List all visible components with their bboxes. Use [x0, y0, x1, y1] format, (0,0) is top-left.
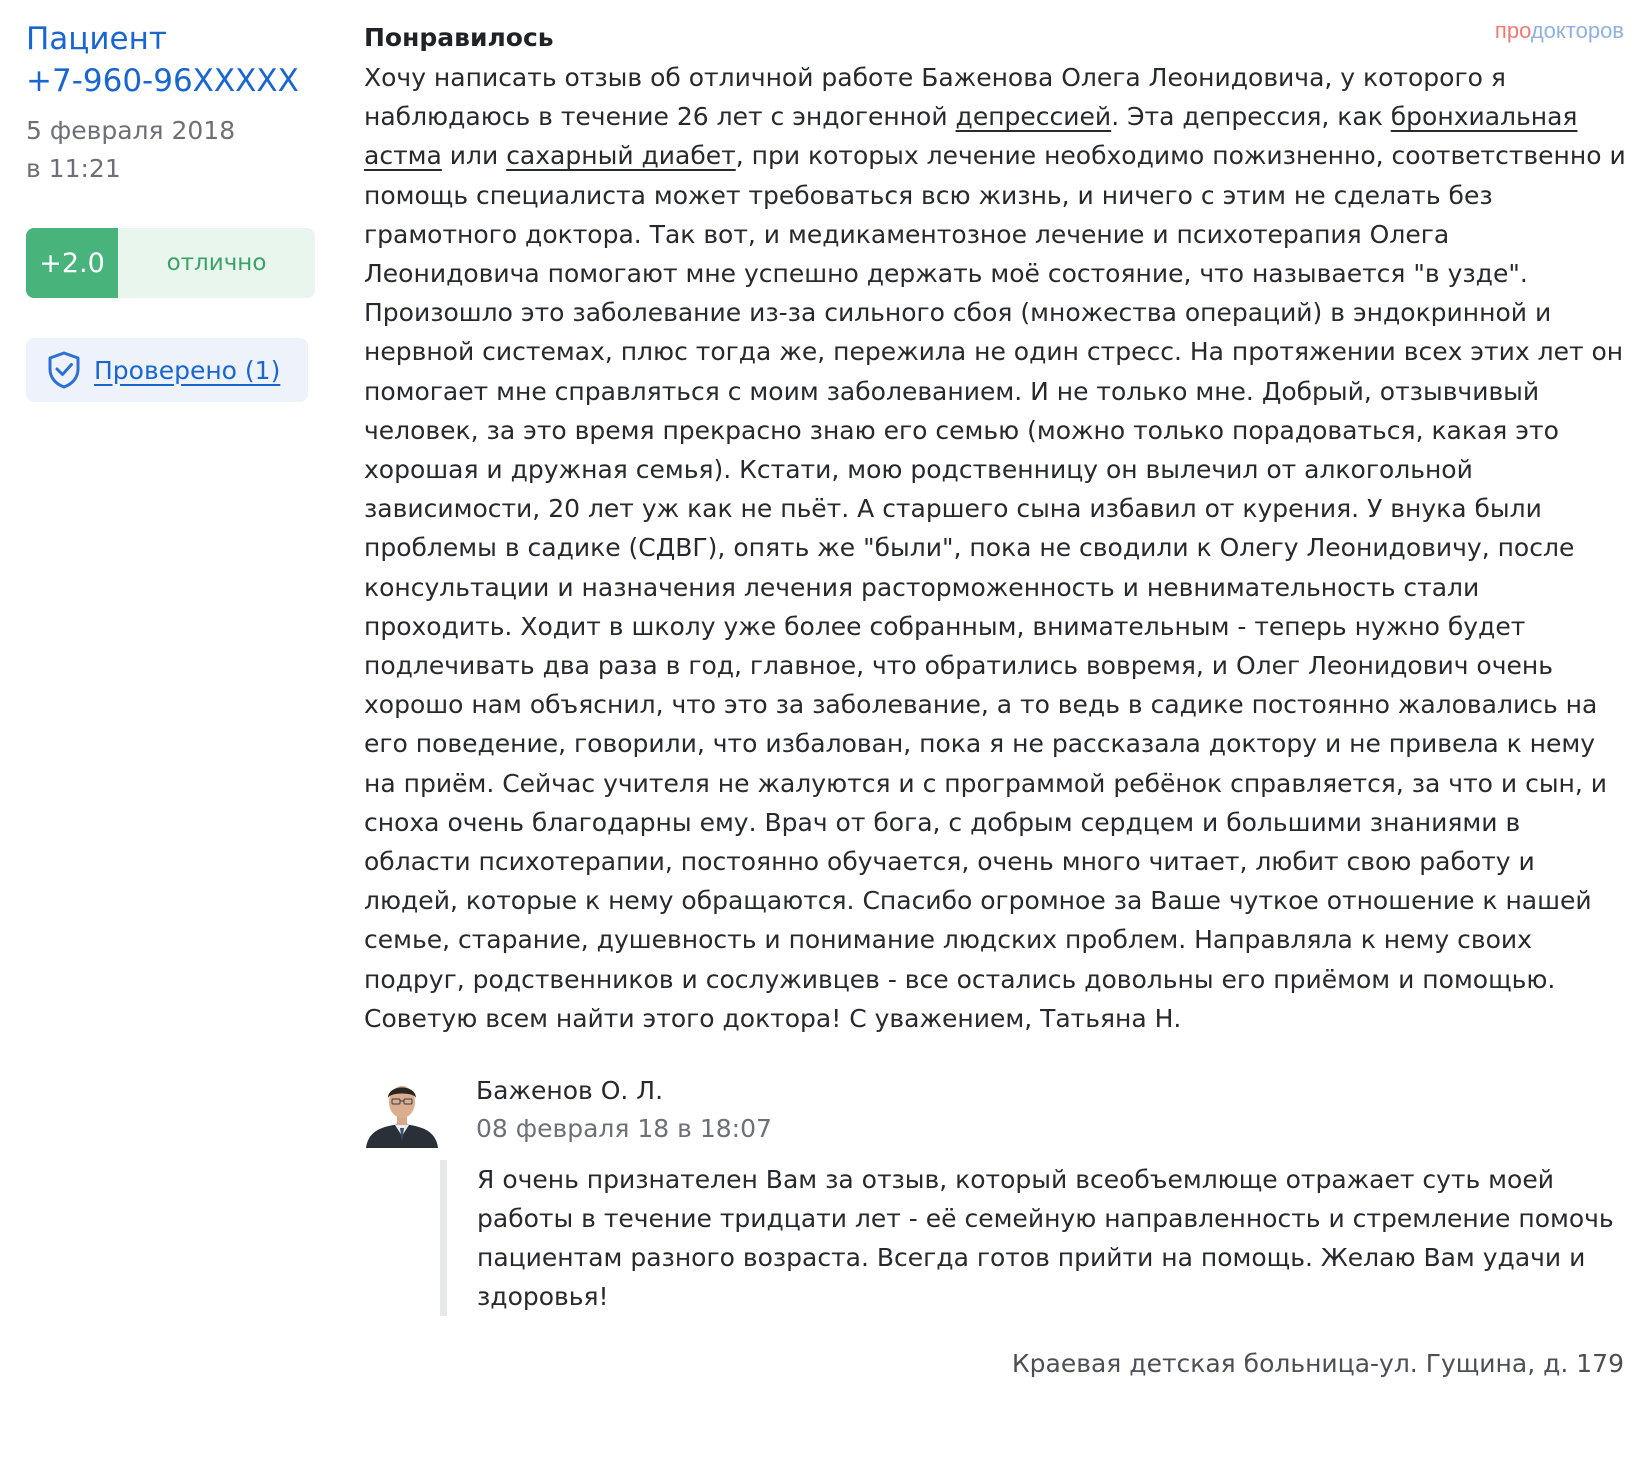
disease-link-diabetes[interactable]: сахарный диабет: [506, 141, 736, 171]
review-text: [364, 58, 1626, 1038]
review-date: [26, 112, 326, 188]
logo-part-pro: про: [1494, 18, 1531, 43]
review-date-day: 5 февраля 2018: [26, 116, 236, 145]
rating-score: +2.0: [26, 228, 118, 298]
reply-author: Баженов О. Л.: [476, 1076, 664, 1106]
reply-date: 08 февраля 18 в 18:07: [476, 1114, 772, 1144]
shield-check-icon: [46, 350, 82, 390]
review-date-time: в 11:21: [26, 154, 121, 183]
review-text-part: Хочу написать отзыв об отличной работе Баженова Олега Леонидовича, у которого я наблюдаюсь в течение 26 лет с эндогенной: [364, 63, 1506, 132]
review-body: [364, 18, 1626, 1352]
review-meta: [26, 18, 326, 402]
section-title: Понравилось: [364, 23, 554, 52]
rating-label: отлично: [166, 250, 267, 276]
clinic-address[interactable]: Краевая детская больница-ул. Гущина, д. 179: [1011, 1349, 1624, 1378]
verified-badge[interactable]: [26, 338, 308, 402]
review-text-part: . Эта депрессия, как: [1111, 102, 1391, 132]
disease-link-asthma[interactable]: бронхиальная астма: [364, 102, 1578, 171]
disease-link-depression[interactable]: депрессией: [955, 102, 1112, 132]
verified-link[interactable]: Проверено (1): [94, 355, 281, 385]
review-text-part: , при которых лечение необходимо пожизненно, соответственно и помощь специалиста может требоваться всю жизнь, и ничего с этим не сделать без грамотного доктора. Так вот, и медикаментозное лечение и психотерапия Олега Леонидовича помогают мне успешно держать моё состояние, что называется "в узде". Произошло это заболевание из-за сильного сбоя (множества операций) в эндокринной и нервной системах, плюс тогда же, пережила не один стресс. На протяжении всех этих лет он помогает мне справляться с моим заболеванием. И не только мне. Добрый, отзывчивый человек, за это время прекрасно знаю его семью (можно только порадоваться, какая это хорошая и дружная семья). Кстати, мою родственницу он вылечил от алкогольной зависимости, 20 лет уж как не пьёт. А старшего сына избавил от курения. У внука были проблемы в садике (СДВГ), опять же "были", пока не сводили к Олегу Леонидовичу, после консультации и назначения лечения расторможенность и невнимательность стали проходить. Ходит в школу уже более собранным, внимательным - теперь нужно будет подлечивать два раза в год, главное, что обратились вовремя, и Олег Леонидович очень хорошо нам объяснил, что это за заболевание, а то ведь в садике постоянно жаловались на его поведение, говорили, что избалован, пока я не рассказала доктору и не привела к нему на приём. Сейчас учителя не жалуются и с программой ребёнок справляется, за что и сын, и сноха очень благодарны ему. Врач от бога, с добрым сердцем и большими знаниями в области психотерапии, постоянно обучается, очень много читает, любит свою работу и людей, которые к нему обращаются. Спасибо огромное за Ваше чуткое отношение к нашей семье, старание, душевность и понимание людских проблем. Направляла к нему своих подруг, родственников и сослуживцев - все остались довольны его приёмом и помощью. Советую всем найти этого доктора! С уважением, Татьяна Н.: [364, 141, 1626, 1033]
author-phone[interactable]: +7-960-96XXXXX: [26, 63, 299, 99]
doctor-reply: [364, 1072, 1626, 1352]
rating-badge: [26, 228, 315, 298]
doctor-avatar[interactable]: [364, 1072, 440, 1148]
review-text-part: или: [441, 141, 507, 171]
reply-text: Я очень признателен Вам за отзыв, который всеобъемлюще отражает суть моей работы в течение тридцати лет - её семейную направленность и стремление помочь пациентам разного возраста. Всегда готов прийти на помощь. Желаю Вам удачи и здоровья!: [440, 1160, 1627, 1316]
author-name-line1[interactable]: Пациент: [26, 21, 167, 57]
logo-part-doctors: докторов: [1530, 18, 1624, 43]
